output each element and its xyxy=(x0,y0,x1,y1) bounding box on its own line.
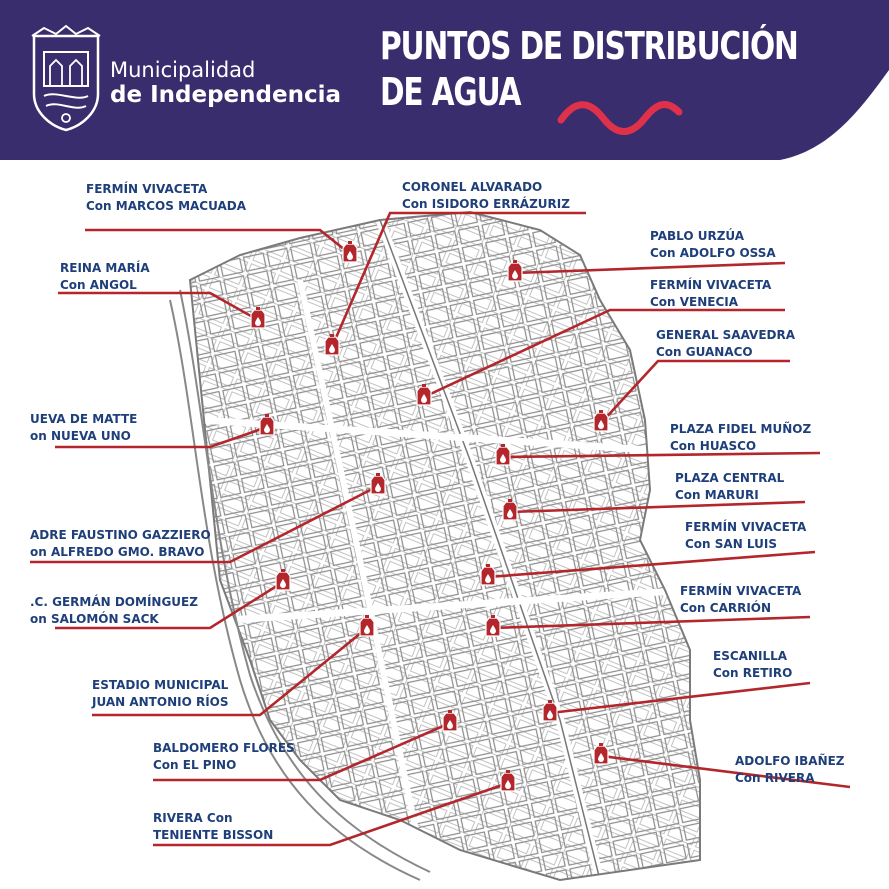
point-label-line-2: Con ADOLFO OSSA xyxy=(650,246,776,260)
title-line-1: PUNTOS DE DISTRIBUCIÓN xyxy=(380,24,798,68)
point-label-p14 xyxy=(92,677,229,711)
municipality-line-2: de Independencia xyxy=(110,82,341,109)
point-label-p18 xyxy=(153,810,273,844)
point-label-line-2: Con CARRIÓN xyxy=(680,601,772,615)
point-label-line-2: Con HUASCO xyxy=(670,439,757,453)
point-label-p01 xyxy=(86,181,246,215)
point-label-line-1: PABLO URZÚA xyxy=(650,229,745,243)
point-label-p09 xyxy=(675,470,784,504)
point-label-line-2: Con SAN LUIS xyxy=(685,537,777,551)
point-label-line-1: GENERAL SAAVEDRA xyxy=(656,328,796,342)
point-label-line-2: Con ISIDORO ERRÁZURIZ xyxy=(402,197,570,211)
point-label-p03 xyxy=(650,228,776,262)
point-label-p11 xyxy=(685,519,806,553)
point-label-line-1: PLAZA CENTRAL xyxy=(675,471,785,485)
point-label-line-2: JUAN ANTONIO RÍOS xyxy=(92,695,229,709)
point-label-line-1: BALDOMERO FLORES xyxy=(153,741,295,755)
point-label-p13 xyxy=(680,583,801,617)
point-label-line-1: ESTADIO MUNICIPAL xyxy=(92,678,229,692)
point-label-line-1: .C. GERMÁN DOMÍNGUEZ xyxy=(30,595,198,609)
point-label-line-1: FERMÍN VIVACETA xyxy=(650,278,772,292)
header-banner xyxy=(0,0,889,160)
point-label-line-1: UEVA DE MATTE xyxy=(30,412,138,426)
point-label-p15 xyxy=(713,648,792,682)
point-label-p16 xyxy=(153,740,295,774)
district-streets xyxy=(170,200,720,889)
point-label-line-1: ADRE FAUSTINO GAZZIERO xyxy=(30,528,211,542)
point-label-line-1: ESCANILLA xyxy=(713,649,788,663)
point-label-p12 xyxy=(30,594,198,628)
point-label-p02 xyxy=(402,179,570,213)
point-label-line-1: CORONEL ALVARADO xyxy=(402,180,543,194)
point-label-line-2: Con EL PINO xyxy=(153,758,237,772)
point-label-p17 xyxy=(735,753,845,787)
point-label-p06 xyxy=(656,327,795,361)
point-label-line-1: FERMÍN VIVACETA xyxy=(680,584,802,598)
point-label-line-1: PLAZA FIDEL MUÑOZ xyxy=(670,422,812,436)
point-label-line-1: FERMÍN VIVACETA xyxy=(685,520,807,534)
point-label-line-2: Con RIVERA xyxy=(735,771,815,785)
point-label-line-2: Con ANGOL xyxy=(60,278,137,292)
point-label-line-2: Con MARURI xyxy=(675,488,759,502)
point-label-p10 xyxy=(30,527,211,561)
point-label-line-2: Con RETIRO xyxy=(713,666,793,680)
point-label-line-2: on SALOMÓN SACK xyxy=(30,612,159,626)
point-label-line-2: TENIENTE BISSON xyxy=(153,828,274,842)
point-label-line-1: RIVERA Con xyxy=(153,811,233,825)
municipality-name xyxy=(110,58,341,109)
municipality-line-1: Municipalidad xyxy=(110,58,256,82)
title-line-2: DE AGUA xyxy=(380,69,521,114)
wave-accent-icon xyxy=(555,98,685,138)
point-label-p04 xyxy=(60,260,150,294)
point-label-line-2: Con VENECIA xyxy=(650,295,739,309)
point-label-line-2: Con MARCOS MACUADA xyxy=(86,199,247,213)
point-label-p05 xyxy=(650,277,771,311)
point-label-line-2: on ALFREDO GMO. BRAVO xyxy=(30,545,205,559)
point-label-p07 xyxy=(30,411,137,445)
point-label-line-2: Con GUANACO xyxy=(656,345,753,359)
point-label-line-1: REINA MARÍA xyxy=(60,261,150,275)
point-label-line-1: ADOLFO IBAÑEZ xyxy=(735,754,845,768)
point-label-line-1: FERMÍN VIVACETA xyxy=(86,182,208,196)
municipal-crest-icon xyxy=(26,24,106,134)
point-label-p08 xyxy=(670,421,811,455)
point-label-line-2: on NUEVA UNO xyxy=(30,429,131,443)
